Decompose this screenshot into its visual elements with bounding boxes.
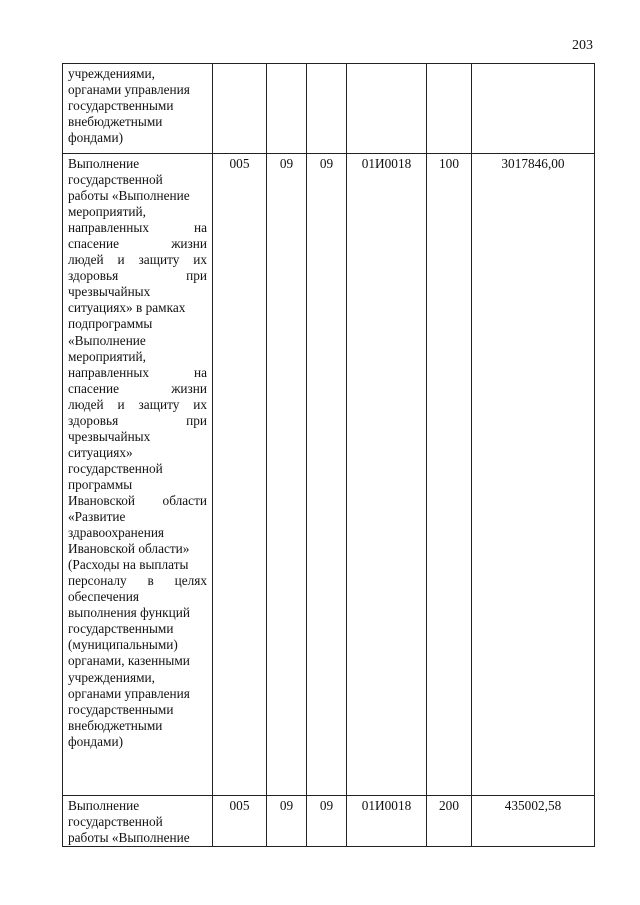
description-line: внебюджетными [68,717,163,733]
section-code-cell: 09 [267,796,307,847]
description-line: государственной [68,814,163,830]
description-line: здоровья при [68,412,207,428]
description-line: Выполнение [68,798,140,813]
description-line: выполнения функций [68,605,190,621]
description-line: Выполнение [68,156,140,171]
description-line: государственными [68,621,174,637]
description-line: учреждениями, [68,66,155,81]
ministry-code-cell: 005 [213,154,267,796]
amount-cell: 435002,58 [472,796,595,847]
description-line: государственной [68,460,163,476]
target-article-cell: 01И0018 [347,796,427,847]
target-article-cell [347,64,427,154]
description-line: фондами) [68,130,124,146]
expense-type-cell: 200 [427,796,472,847]
description-line: спасение жизни [68,236,207,252]
description-line: мероприятий, [68,204,146,220]
description-line: направленных на [68,364,207,380]
description-line: фондами) [68,733,124,749]
description-line: здравоохранения [68,525,165,541]
description-line: персоналу в целях [68,573,207,589]
description-line: мероприятий, [68,348,146,364]
expense-type-cell: 100 [427,154,472,796]
table-row [63,64,595,154]
description-line: учреждениями, [68,669,155,685]
description-line: здоровья при [68,268,207,284]
description-line: чрезвычайных [68,284,151,300]
description-line: государственной [68,172,163,188]
expense-type-cell [427,64,472,154]
description-line: направленных на [68,220,207,236]
ministry-code-cell [213,64,267,154]
description-line: государственными [68,701,174,717]
description-line: «Развитие [68,509,126,525]
description-line: обеспечения [68,589,139,605]
description-cell [63,64,213,154]
description-line: людей и защиту их [68,396,207,412]
table-row [63,154,595,796]
description-cell [63,154,213,796]
description-line: (муниципальными) [68,637,178,653]
subsection-code-cell: 09 [307,796,347,847]
description-line: подпрограммы [68,316,153,332]
description-line: органами управления [68,82,190,98]
description-line: «Выполнение [68,332,146,348]
target-article-cell: 01И0018 [347,154,427,796]
description-cell [63,796,213,847]
description-line: программы [68,476,133,492]
section-code-cell [267,64,307,154]
description-line: работы «Выполнение [68,188,190,204]
description-line: органами, казенными [68,653,190,669]
description-line: спасение жизни [68,380,207,396]
description-line: ситуациях» [68,444,133,460]
table-row [63,796,595,847]
section-code-cell: 09 [267,154,307,796]
amount-cell [472,64,595,154]
ministry-code-cell: 005 [213,796,267,847]
description-line: органами управления [68,685,190,701]
description-line: чрезвычайных [68,428,151,444]
description-line: работы «Выполнение [68,830,190,846]
description-line: внебюджетными [68,114,163,130]
description-line: ситуациях» в рамках [68,300,186,316]
description-line: (Расходы на выплаты [68,557,189,573]
subsection-code-cell [307,64,347,154]
budget-table [62,63,595,847]
description-line: Ивановской области» [68,541,190,557]
amount-cell: 3017846,00 [472,154,595,796]
page-number: 203 [572,38,593,53]
description-line: государственными [68,98,174,114]
description-line: Ивановской области [68,492,207,508]
subsection-code-cell: 09 [307,154,347,796]
description-line: людей и защиту их [68,252,207,268]
